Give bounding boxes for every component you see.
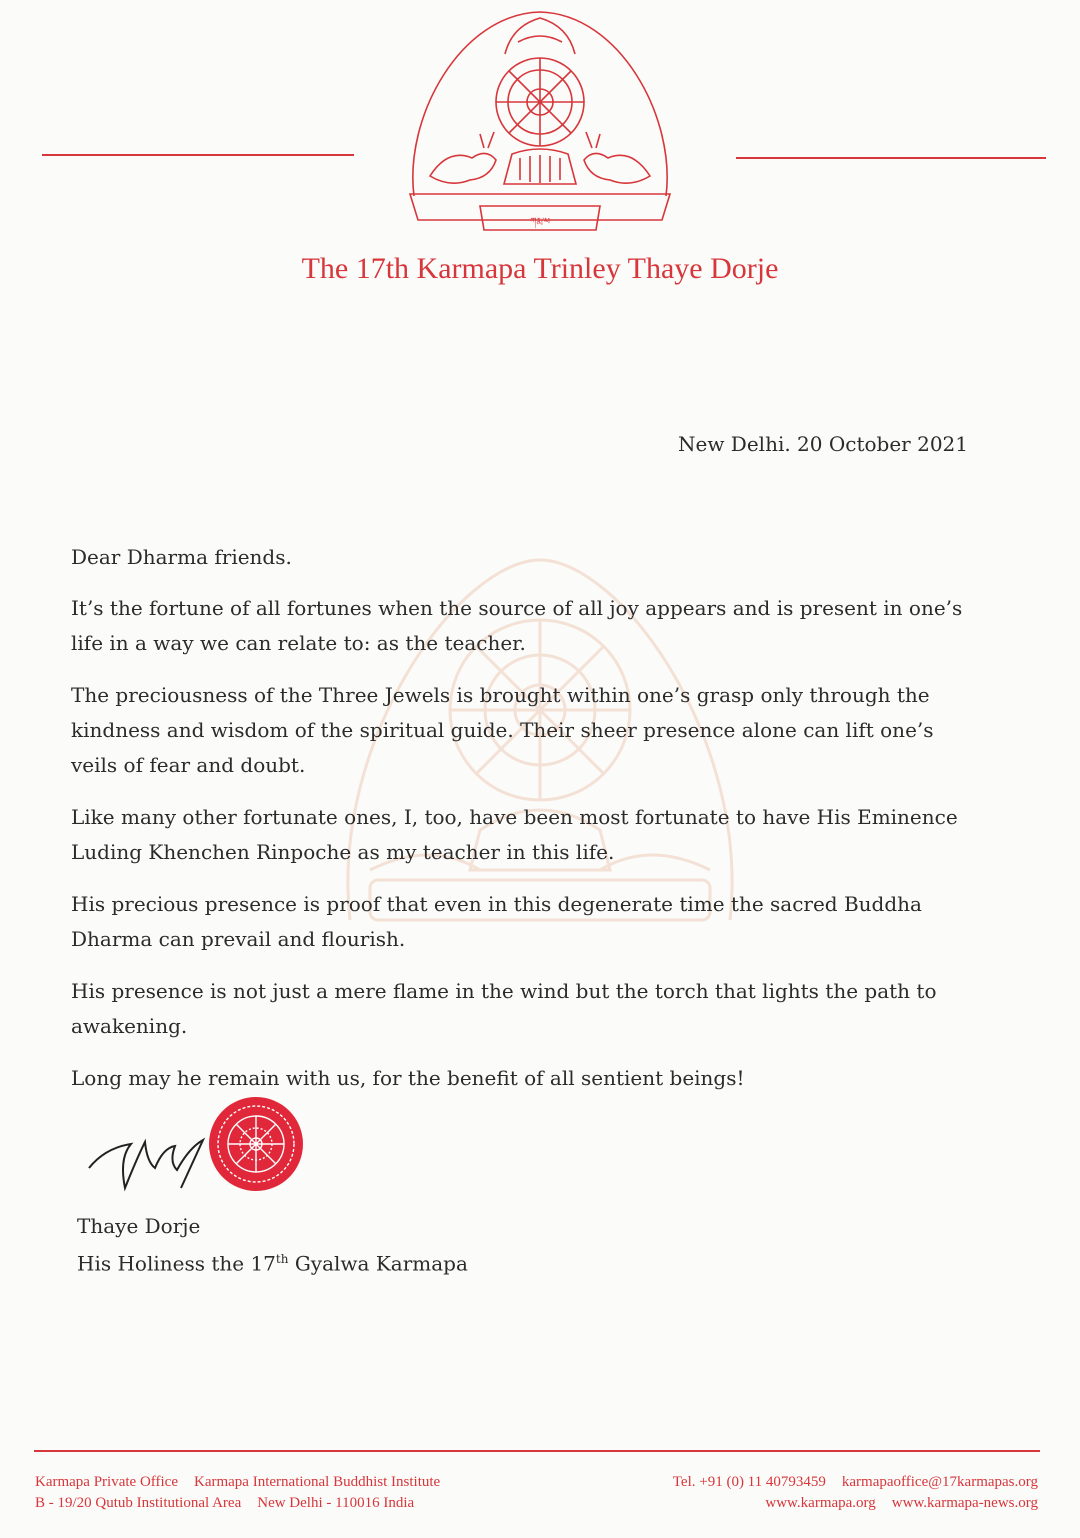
paragraph: His precious presence is proof that even in this degenerate time the sacred Buddha Dharma can prevail and flourish. bbox=[71, 892, 922, 951]
paragraph: The preciousness of the Three Jewels is brought within one’s grasp only through the kindness and wisdom of the spiritual guide. Their sheer presence alone can lift one’s veils of fear and doubt. bbox=[71, 683, 934, 777]
salutation: Dear Dharma friends. bbox=[71, 545, 292, 569]
paragraph: Long may he remain with us, for the benefit of all sentient beings! bbox=[71, 1066, 745, 1090]
footer-office: Karmapa Private Office bbox=[35, 1474, 178, 1490]
footer-address bbox=[35, 1472, 440, 1514]
footer-email-link[interactable]: karmapaoffice@17karmapas.org bbox=[841, 1474, 1038, 1490]
signer-name: Thaye Dorje bbox=[77, 1214, 201, 1238]
header-rule-right bbox=[736, 157, 1046, 159]
footer-contact bbox=[673, 1472, 1038, 1514]
letter-body bbox=[71, 540, 971, 1113]
karmapa-emblem-icon bbox=[400, 8, 680, 240]
handwritten-signature bbox=[85, 1118, 215, 1198]
paragraph: It’s the fortune of all fortunes when the source of all joy appears and is present in one’s life in a way we can relate to: as the teacher. bbox=[71, 596, 963, 655]
emblem-caption: ཀརྨ་པ bbox=[530, 217, 550, 227]
footer-address-line1: B - 19/20 Qutub Institutional Area bbox=[35, 1495, 242, 1511]
letterhead-title: The 17th Karmapa Trinley Thaye Dorje bbox=[301, 252, 779, 285]
signer-title: His Holiness the 17th Gyalwa Karmapa bbox=[77, 1251, 468, 1276]
header-rule-left bbox=[42, 154, 354, 156]
footer-website-link[interactable]: www.karmapa.org bbox=[765, 1495, 876, 1511]
paragraph: His presence is not just a mere flame in the wind but the torch that lights the path to awakening. bbox=[71, 979, 937, 1038]
footer-tel: Tel. +91 (0) 11 40793459 bbox=[672, 1474, 826, 1490]
signoff-block bbox=[77, 1210, 468, 1281]
footer-news-website-link[interactable]: www.karmapa-news.org bbox=[891, 1495, 1038, 1511]
seal-stamp-icon bbox=[208, 1096, 304, 1192]
paragraph: Like many other fortunate ones, I, too, have been most fortunate to have His Eminence Luding Khenchen Rinpoche as my teacher in this life. bbox=[71, 805, 958, 864]
footer-institute: Karmapa International Buddhist Institute bbox=[194, 1474, 441, 1490]
letter-date: New Delhi. 20 October 2021 bbox=[677, 432, 968, 456]
footer-address-line2: New Delhi - 110016 India bbox=[257, 1495, 415, 1511]
footer-rule bbox=[34, 1450, 1040, 1452]
